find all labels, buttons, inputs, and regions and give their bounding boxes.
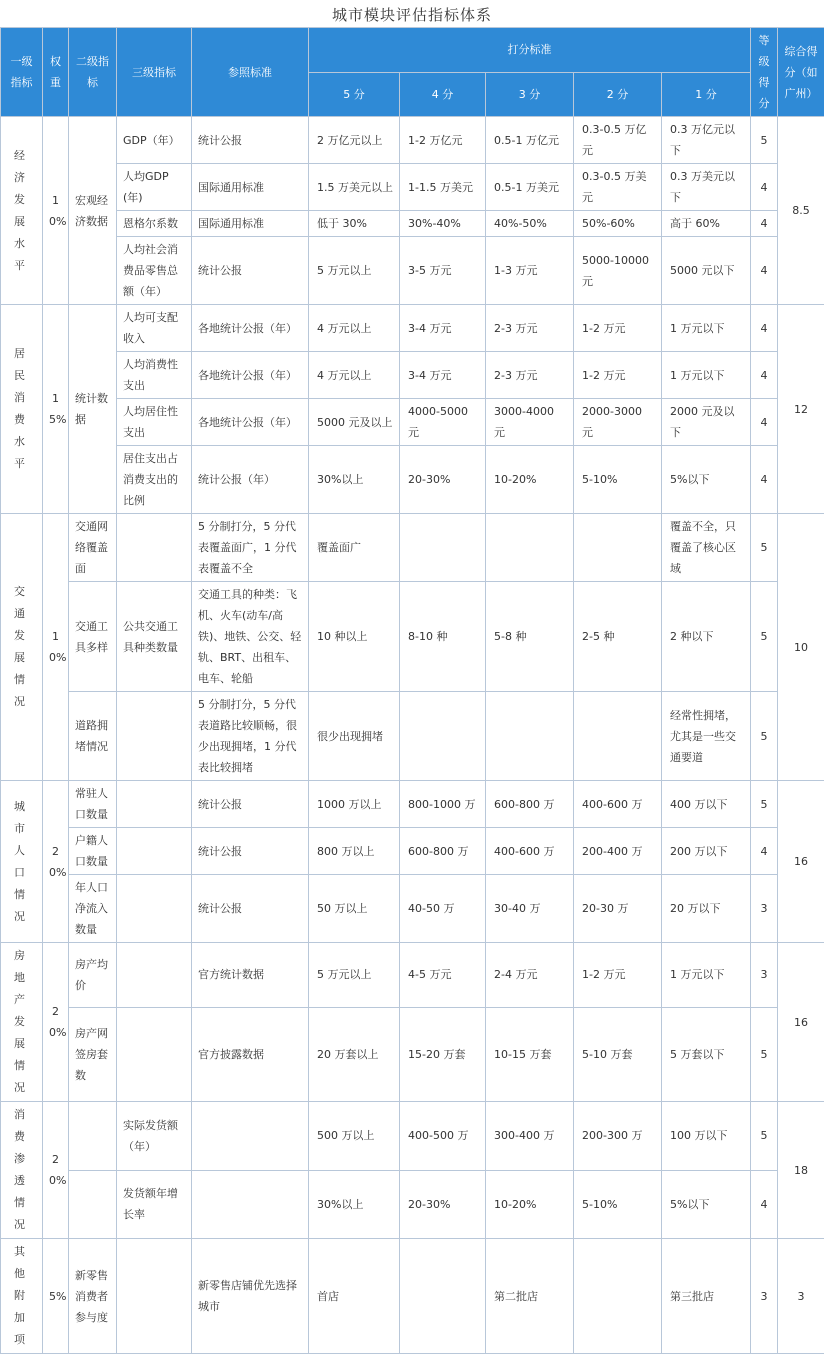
reference-cell	[192, 1102, 309, 1171]
score-2-cell: 5000-10000 元	[574, 237, 662, 305]
reference-cell: 统计公报（年）	[192, 446, 309, 514]
level2-cell: 年人口净流入数量	[69, 875, 117, 943]
header-level2: 二级指标	[69, 28, 117, 117]
composite-cell: 16	[778, 943, 824, 1102]
score-4-cell: 20-30%	[400, 1170, 486, 1239]
score-2-cell: 1-2 万元	[574, 305, 662, 352]
reference-cell: 各地统计公报（年）	[192, 305, 309, 352]
score-2-cell: 50%-60%	[574, 211, 662, 237]
composite-cell: 18	[778, 1102, 824, 1239]
score-1-cell: 5 万套以下	[662, 1007, 751, 1101]
grade-cell: 4	[751, 352, 778, 399]
score-5-cell: 1000 万以上	[309, 781, 400, 828]
score-4-cell	[400, 514, 486, 582]
score-4-cell: 4000-5000 元	[400, 399, 486, 446]
header-score-4: 4 分	[400, 72, 486, 117]
score-2-cell: 2000-3000 元	[574, 399, 662, 446]
grade-cell: 4	[751, 399, 778, 446]
header-score-5: 5 分	[309, 72, 400, 117]
table-row	[1, 1102, 824, 1171]
header-reference: 参照标准	[192, 28, 309, 117]
score-4-cell: 3-4 万元	[400, 305, 486, 352]
score-1-cell: 第三批店	[662, 1239, 751, 1354]
level3-cell: 人均GDP(年)	[117, 164, 192, 211]
score-5-cell: 30%以上	[309, 1170, 400, 1239]
score-2-cell: 1-2 万元	[574, 352, 662, 399]
table-row	[1, 237, 824, 305]
grade-cell: 3	[751, 943, 778, 1008]
score-1-cell: 1 万元以下	[662, 943, 751, 1008]
grade-cell: 4	[751, 828, 778, 875]
score-5-cell: 很少出现拥堵	[309, 692, 400, 781]
level2-cell: 统计数据	[69, 305, 117, 514]
score-1-cell: 覆盖不全，只覆盖了核心区域	[662, 514, 751, 582]
grade-cell: 5	[751, 582, 778, 692]
grade-cell: 5	[751, 781, 778, 828]
composite-cell: 8.5	[778, 117, 824, 305]
table-row	[1, 1170, 824, 1239]
header-composite: 综合得分（如广州）	[778, 28, 824, 117]
score-3-cell: 10-20%	[486, 1170, 574, 1239]
score-5-cell: 低于 30%	[309, 211, 400, 237]
score-2-cell: 5-10%	[574, 446, 662, 514]
score-4-cell: 400-500 万	[400, 1102, 486, 1171]
score-1-cell: 高于 60%	[662, 211, 751, 237]
grade-cell: 3	[751, 1239, 778, 1354]
table-row	[1, 211, 824, 237]
level3-cell	[117, 514, 192, 582]
score-3-cell: 2-4 万元	[486, 943, 574, 1008]
score-3-cell: 10-20%	[486, 446, 574, 514]
header-level3: 三级指标	[117, 28, 192, 117]
score-4-cell: 1-2 万亿元	[400, 117, 486, 164]
score-1-cell: 2000 元及以下	[662, 399, 751, 446]
score-5-cell: 5 万元以上	[309, 237, 400, 305]
score-1-cell: 5%以下	[662, 446, 751, 514]
score-4-cell: 20-30%	[400, 446, 486, 514]
grade-cell: 5	[751, 1007, 778, 1101]
table-row	[1, 446, 824, 514]
grade-cell: 3	[751, 875, 778, 943]
level2-cell: 交通网络覆盖面	[69, 514, 117, 582]
page-title: 城市模块评估指标体系	[0, 4, 824, 25]
score-2-cell: 200-400 万	[574, 828, 662, 875]
weight-cell: 10%	[43, 514, 69, 781]
reference-cell: 统计公报	[192, 828, 309, 875]
score-4-cell: 800-1000 万	[400, 781, 486, 828]
level1-cell: 其他附加项	[1, 1239, 43, 1354]
grade-cell: 4	[751, 305, 778, 352]
score-2-cell: 200-300 万	[574, 1102, 662, 1171]
grade-cell: 5	[751, 692, 778, 781]
header-weight: 权重	[43, 28, 69, 117]
grade-cell: 5	[751, 1102, 778, 1171]
score-1-cell: 400 万以下	[662, 781, 751, 828]
level1-cell: 房地产发展情况	[1, 943, 43, 1102]
level3-cell: 人均消费性支出	[117, 352, 192, 399]
reference-cell: 新零售店铺优先选择城市	[192, 1239, 309, 1354]
score-1-cell: 1 万元以下	[662, 352, 751, 399]
level2-cell: 新零售消费者参与度	[69, 1239, 117, 1354]
score-3-cell: 3000-4000 元	[486, 399, 574, 446]
score-4-cell: 4-5 万元	[400, 943, 486, 1008]
level3-cell	[117, 1007, 192, 1101]
score-1-cell: 5000 元以下	[662, 237, 751, 305]
level3-cell	[117, 943, 192, 1008]
score-4-cell: 40-50 万	[400, 875, 486, 943]
score-3-cell: 2-3 万元	[486, 305, 574, 352]
reference-cell: 各地统计公报（年）	[192, 352, 309, 399]
score-3-cell: 600-800 万	[486, 781, 574, 828]
score-3-cell: 5-8 种	[486, 582, 574, 692]
score-5-cell: 10 种以上	[309, 582, 400, 692]
score-5-cell: 30%以上	[309, 446, 400, 514]
score-2-cell: 0.3-0.5 万亿元	[574, 117, 662, 164]
weight-cell: 5%	[43, 1239, 69, 1354]
reference-cell: 官方统计数据	[192, 943, 309, 1008]
score-3-cell	[486, 692, 574, 781]
score-2-cell: 400-600 万	[574, 781, 662, 828]
level2-cell: 宏观经济数据	[69, 117, 117, 305]
table-row	[1, 514, 824, 582]
level3-cell: GDP（年）	[117, 117, 192, 164]
table-row	[1, 164, 824, 211]
reference-cell: 各地统计公报（年）	[192, 399, 309, 446]
level2-cell: 户籍人口数量	[69, 828, 117, 875]
header-grade: 等级得分	[751, 28, 778, 117]
level2-cell: 房产网签房套数	[69, 1007, 117, 1101]
score-5-cell: 20 万套以上	[309, 1007, 400, 1101]
score-1-cell: 200 万以下	[662, 828, 751, 875]
table-row	[1, 399, 824, 446]
score-4-cell	[400, 1239, 486, 1354]
table-row	[1, 117, 824, 164]
weight-cell: 10%	[43, 117, 69, 305]
table-row	[1, 828, 824, 875]
score-3-cell: 0.5-1 万美元	[486, 164, 574, 211]
grade-cell: 4	[751, 164, 778, 211]
level3-cell: 人均可支配收入	[117, 305, 192, 352]
score-3-cell: 10-15 万套	[486, 1007, 574, 1101]
level2-cell: 常驻人口数量	[69, 781, 117, 828]
header-scoring: 打分标准	[309, 28, 751, 73]
level3-cell	[117, 1239, 192, 1354]
weight-cell: 20%	[43, 943, 69, 1102]
level1-cell: 消费渗透情况	[1, 1102, 43, 1239]
indicator-table	[0, 27, 824, 1354]
score-1-cell: 经常性拥堵，尤其是一些交通要道	[662, 692, 751, 781]
reference-cell: 国际通用标准	[192, 211, 309, 237]
reference-cell: 官方披露数据	[192, 1007, 309, 1101]
score-4-cell: 3-5 万元	[400, 237, 486, 305]
score-2-cell: 0.3-0.5 万美元	[574, 164, 662, 211]
score-1-cell: 100 万以下	[662, 1102, 751, 1171]
indicator-table-body	[1, 117, 824, 1354]
score-5-cell: 500 万以上	[309, 1102, 400, 1171]
composite-cell: 3	[778, 1239, 824, 1354]
score-5-cell: 1.5 万美元以上	[309, 164, 400, 211]
level3-cell: 恩格尔系数	[117, 211, 192, 237]
level3-cell: 人均居住性支出	[117, 399, 192, 446]
score-4-cell: 30%-40%	[400, 211, 486, 237]
level1-cell: 居民消费水平	[1, 305, 43, 514]
composite-cell: 10	[778, 514, 824, 781]
score-3-cell: 30-40 万	[486, 875, 574, 943]
score-3-cell: 第二批店	[486, 1239, 574, 1354]
level3-cell: 公共交通工具种类数量	[117, 582, 192, 692]
header-level1: 一级指标	[1, 28, 43, 117]
score-2-cell: 1-2 万元	[574, 943, 662, 1008]
grade-cell: 5	[751, 514, 778, 582]
score-5-cell: 首店	[309, 1239, 400, 1354]
level3-cell: 实际发货额（年）	[117, 1102, 192, 1171]
score-3-cell: 0.5-1 万亿元	[486, 117, 574, 164]
score-1-cell: 5%以下	[662, 1170, 751, 1239]
table-row	[1, 1007, 824, 1101]
level3-cell: 人均社会消费品零售总额（年）	[117, 237, 192, 305]
score-2-cell: 2-5 种	[574, 582, 662, 692]
score-1-cell: 0.3 万亿元以下	[662, 117, 751, 164]
level2-cell: 道路拥堵情况	[69, 692, 117, 781]
level1-cell: 经济发展水平	[1, 117, 43, 305]
score-4-cell: 15-20 万套	[400, 1007, 486, 1101]
reference-cell: 统计公报	[192, 117, 309, 164]
level2-cell: 交通工具多样	[69, 582, 117, 692]
composite-cell: 12	[778, 305, 824, 514]
grade-cell: 5	[751, 117, 778, 164]
reference-cell: 5 分制打分，5 分代表覆盖面广，1 分代表覆盖不全	[192, 514, 309, 582]
score-2-cell: 5-10 万套	[574, 1007, 662, 1101]
score-5-cell: 5000 元及以上	[309, 399, 400, 446]
reference-cell: 统计公报	[192, 781, 309, 828]
score-3-cell: 1-3 万元	[486, 237, 574, 305]
header-score-3: 3 分	[486, 72, 574, 117]
table-row	[1, 781, 824, 828]
header-score-2: 2 分	[574, 72, 662, 117]
score-2-cell: 5-10%	[574, 1170, 662, 1239]
score-4-cell	[400, 692, 486, 781]
weight-cell: 15%	[43, 305, 69, 514]
score-4-cell: 1-1.5 万美元	[400, 164, 486, 211]
score-4-cell: 3-4 万元	[400, 352, 486, 399]
header-score-1: 1 分	[662, 72, 751, 117]
score-1-cell: 1 万元以下	[662, 305, 751, 352]
score-5-cell: 2 万亿元以上	[309, 117, 400, 164]
score-5-cell: 4 万元以上	[309, 352, 400, 399]
score-2-cell	[574, 514, 662, 582]
score-1-cell: 2 种以下	[662, 582, 751, 692]
level3-cell: 发货额年增长率	[117, 1170, 192, 1239]
level3-cell	[117, 781, 192, 828]
table-row	[1, 943, 824, 1008]
score-2-cell: 20-30 万	[574, 875, 662, 943]
level1-cell: 城市人口情况	[1, 781, 43, 943]
score-5-cell: 800 万以上	[309, 828, 400, 875]
grade-cell: 4	[751, 446, 778, 514]
table-row	[1, 305, 824, 352]
score-3-cell: 40%-50%	[486, 211, 574, 237]
table-row	[1, 875, 824, 943]
level1-cell: 交通发展情况	[1, 514, 43, 781]
score-5-cell: 5 万元以上	[309, 943, 400, 1008]
score-3-cell: 2-3 万元	[486, 352, 574, 399]
table-row	[1, 582, 824, 692]
level3-cell: 居住支出占消费支出的比例	[117, 446, 192, 514]
reference-cell: 5 分制打分，5 分代表道路比较顺畅，很少出现拥堵，1 分代表比较拥堵	[192, 692, 309, 781]
grade-cell: 4	[751, 1170, 778, 1239]
score-5-cell: 4 万元以上	[309, 305, 400, 352]
score-3-cell: 400-600 万	[486, 828, 574, 875]
grade-cell: 4	[751, 237, 778, 305]
score-2-cell	[574, 1239, 662, 1354]
score-1-cell: 20 万以下	[662, 875, 751, 943]
reference-cell: 统计公报	[192, 875, 309, 943]
level3-cell	[117, 875, 192, 943]
table-row	[1, 352, 824, 399]
weight-cell: 20%	[43, 781, 69, 943]
level2-cell	[69, 1102, 117, 1171]
table-row	[1, 1239, 824, 1354]
weight-cell: 20%	[43, 1102, 69, 1239]
score-3-cell	[486, 514, 574, 582]
level2-cell: 房产均价	[69, 943, 117, 1008]
reference-cell: 交通工具的种类：飞机、火车(动车/高铁)、地铁、公交、轻轨、BRT、出租车、电车、轮船	[192, 582, 309, 692]
score-4-cell: 8-10 种	[400, 582, 486, 692]
level2-cell	[69, 1170, 117, 1239]
score-3-cell: 300-400 万	[486, 1102, 574, 1171]
table-row	[1, 692, 824, 781]
level3-cell	[117, 828, 192, 875]
score-4-cell: 600-800 万	[400, 828, 486, 875]
score-2-cell	[574, 692, 662, 781]
composite-cell: 16	[778, 781, 824, 943]
reference-cell: 统计公报	[192, 237, 309, 305]
score-5-cell: 50 万以上	[309, 875, 400, 943]
score-5-cell: 覆盖面广	[309, 514, 400, 582]
reference-cell: 国际通用标准	[192, 164, 309, 211]
score-1-cell: 0.3 万美元以下	[662, 164, 751, 211]
reference-cell	[192, 1170, 309, 1239]
grade-cell: 4	[751, 211, 778, 237]
level3-cell	[117, 692, 192, 781]
